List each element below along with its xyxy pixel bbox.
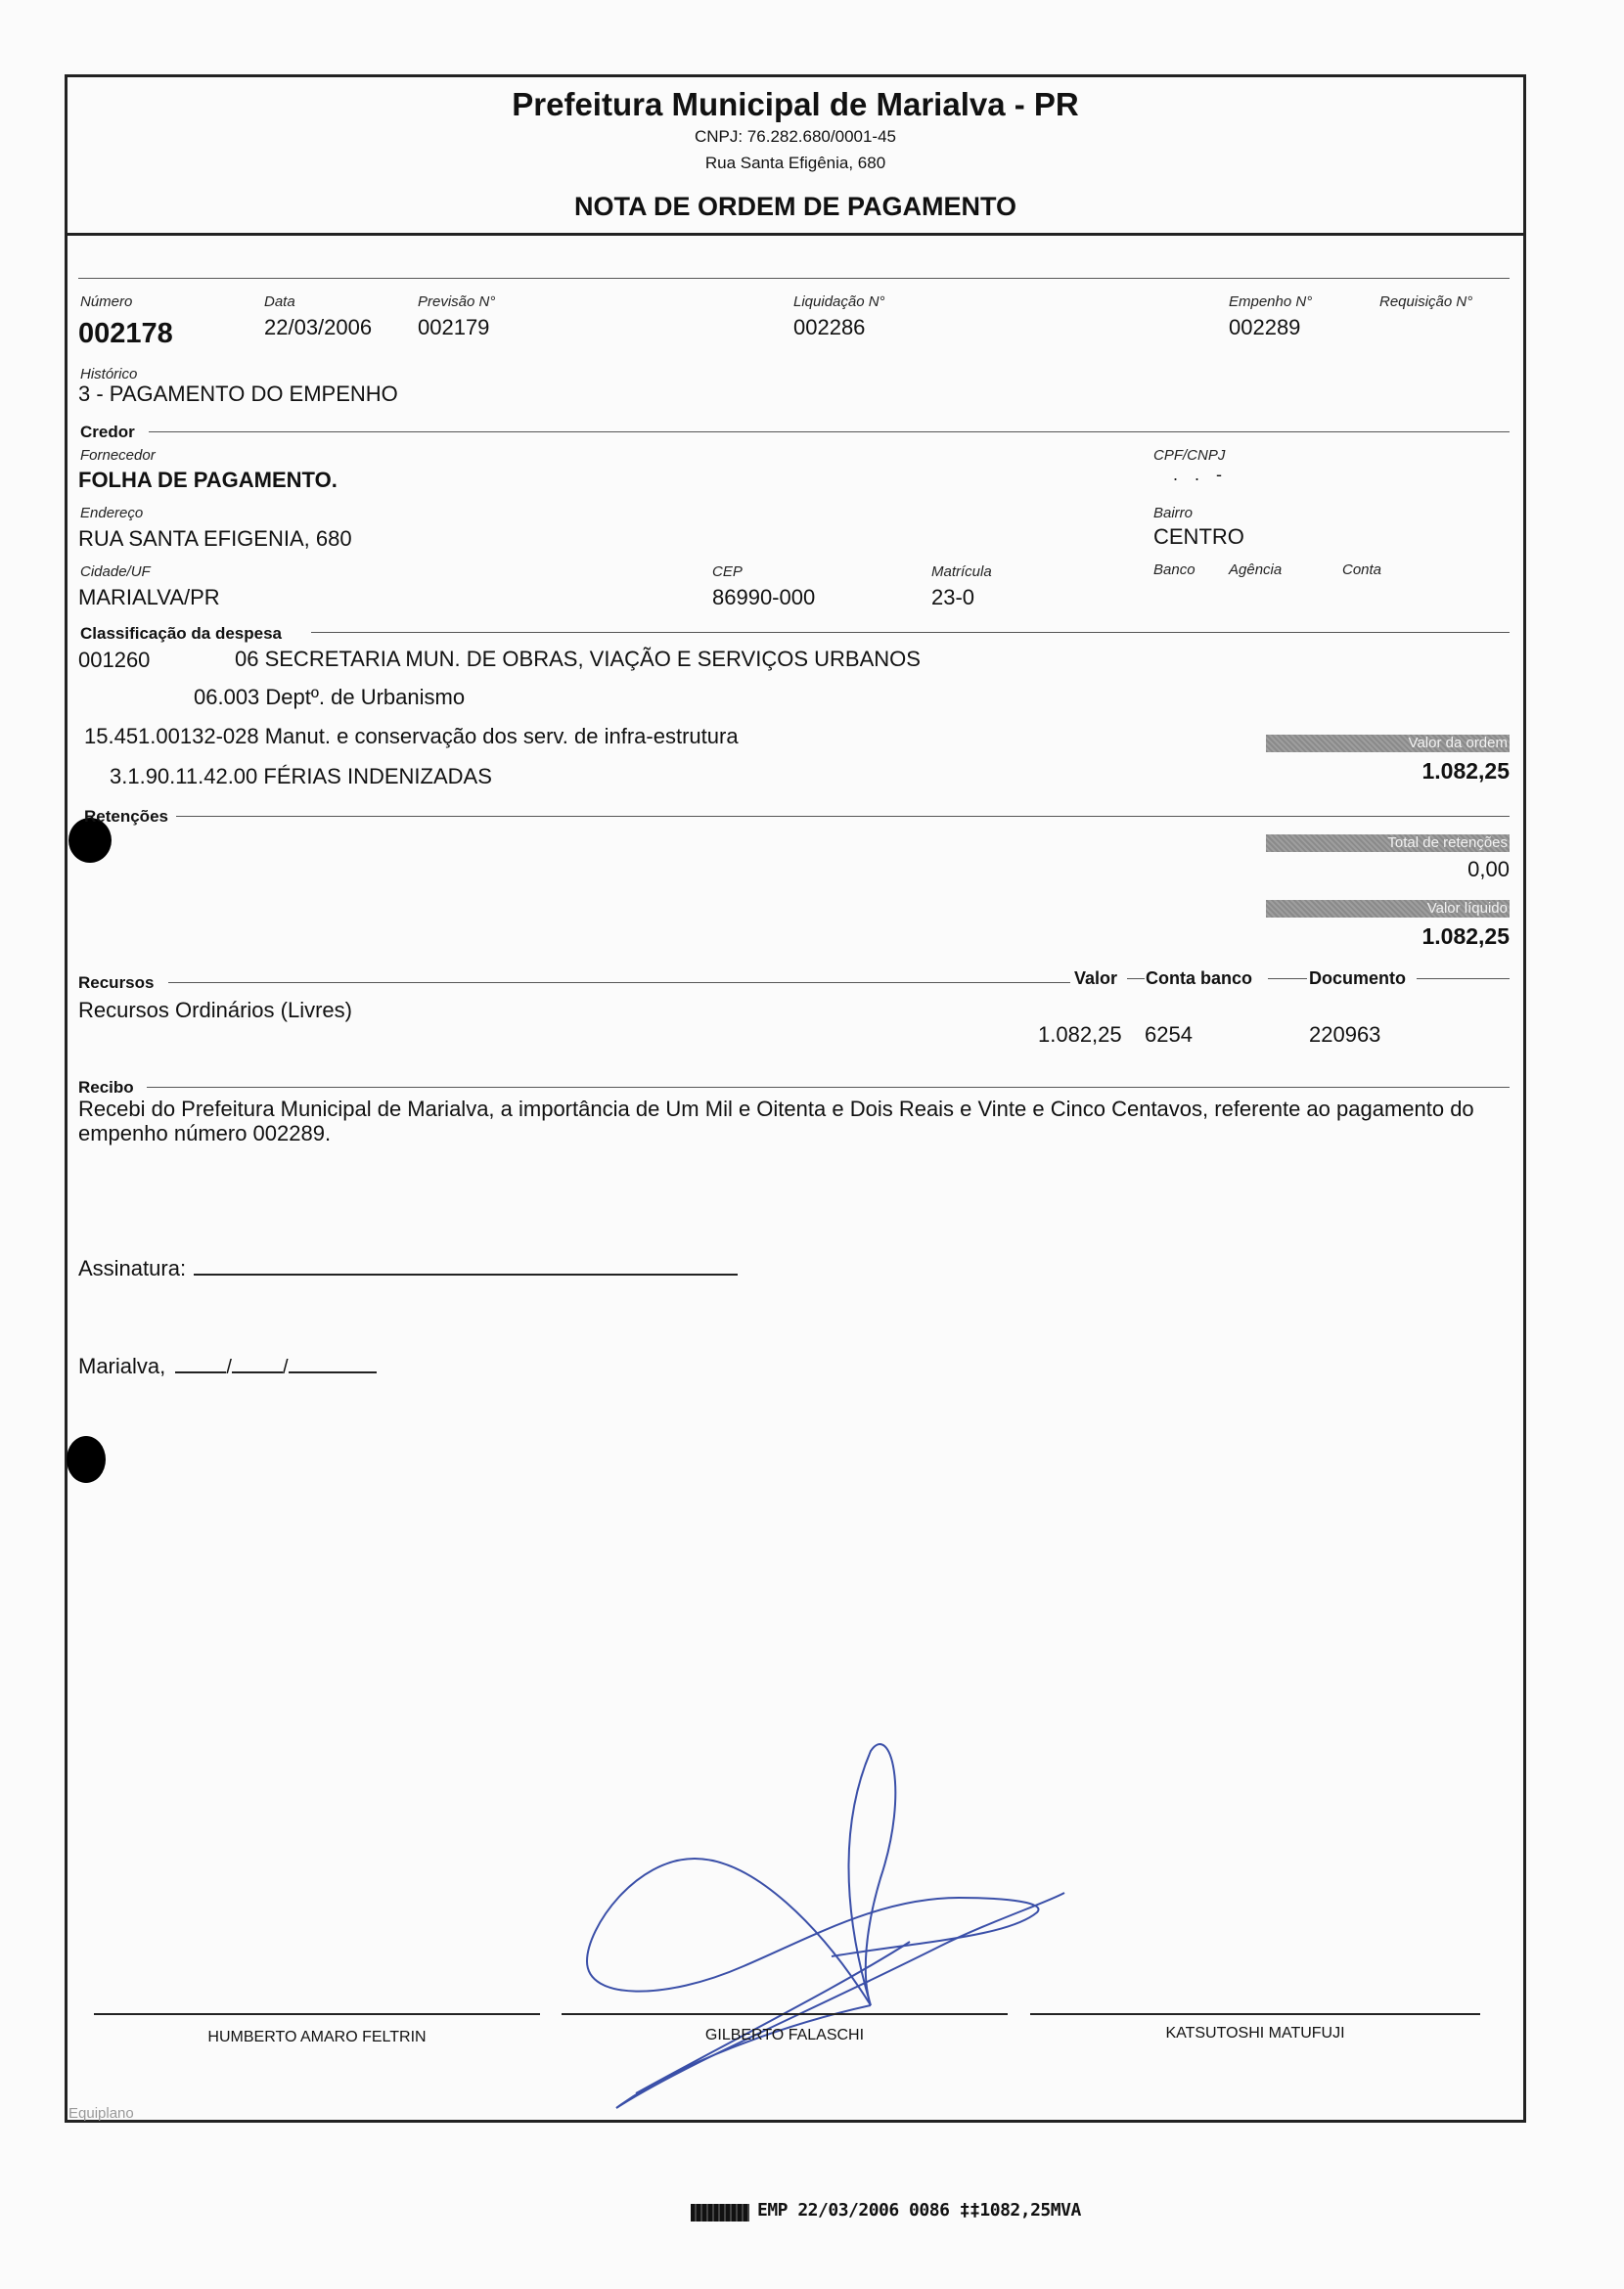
cpf-value: . . - bbox=[1173, 465, 1228, 484]
assinatura-label: Assinatura: bbox=[78, 1256, 187, 1280]
endereco-value: RUA SANTA EFIGENIA, 680 bbox=[78, 526, 352, 551]
month-blank bbox=[232, 1356, 283, 1373]
recursos-valor-label: Valor bbox=[1074, 968, 1118, 988]
classificacao-code: 001260 bbox=[78, 648, 151, 672]
recursos-conta: 6254 bbox=[1145, 1022, 1193, 1047]
conta-label: Conta bbox=[1342, 561, 1382, 578]
numero-value: 002178 bbox=[78, 318, 173, 349]
historico-value: 3 - PAGAMENTO DO EMPENHO bbox=[78, 382, 398, 406]
year-blank bbox=[289, 1356, 377, 1373]
software-brand: Equiplano bbox=[68, 2105, 134, 2122]
bairro-label: Bairro bbox=[1153, 505, 1194, 521]
unidade: 06.003 Deptº. de Urbanismo bbox=[194, 685, 466, 709]
orgao: 06 SECRETARIA MUN. DE OBRAS, VIAÇÃO E SERVIÇOS URBANOS bbox=[235, 647, 921, 671]
signature-line-3 bbox=[1030, 2013, 1480, 2015]
requisicao-label: Requisição N° bbox=[1379, 293, 1473, 310]
credor-heading: Credor bbox=[80, 423, 135, 441]
liquidacao-label: Liquidação N° bbox=[793, 293, 885, 310]
previsao-value: 002179 bbox=[418, 315, 490, 339]
recibo-rule bbox=[147, 1087, 1510, 1088]
signatory-1: HUMBERTO AMARO FELTRIN bbox=[207, 2029, 427, 2045]
classificacao-heading: Classificação da despesa bbox=[80, 624, 283, 643]
matricula-label: Matrícula bbox=[931, 563, 992, 580]
signatory-2: GILBERTO FALASCHI bbox=[704, 2027, 865, 2043]
agencia-label: Agência bbox=[1229, 561, 1283, 578]
recibo-heading: Recibo bbox=[78, 1078, 134, 1097]
elemento: 3.1.90.11.42.00 FÉRIAS INDENIZADAS bbox=[110, 764, 492, 788]
recursos-rule-3 bbox=[1268, 978, 1307, 979]
funcional: 15.451.00132-028 Manut. e conservação dos serv. de infra-estrutura bbox=[84, 724, 739, 748]
recursos-fonte: Recursos Ordinários (Livres) bbox=[78, 998, 352, 1022]
retencoes-heading: Retenções bbox=[84, 807, 168, 826]
historico-label: Histórico bbox=[80, 366, 138, 382]
document-title: NOTA DE ORDEM DE PAGAMENTO bbox=[573, 192, 1016, 221]
handwritten-signature bbox=[548, 1731, 1096, 2113]
recursos-rule bbox=[168, 982, 1070, 983]
total-retencoes-label: Total de retenções bbox=[1266, 834, 1510, 852]
recursos-documento: 220963 bbox=[1309, 1022, 1381, 1047]
local-label: Marialva, bbox=[78, 1354, 166, 1378]
assinatura-line bbox=[194, 1274, 738, 1276]
recibo-text: Recebi do Prefeitura Municipal de Marialva, a importância de Um Mil e Oitenta e Dois Reais e Vinte e Cinco Centavos, referente ao pagamento do empenho número 002289. bbox=[78, 1097, 1474, 1145]
cnpj: CNPJ: 76.282.680/0001-45 bbox=[694, 127, 897, 146]
retencoes-rule bbox=[176, 816, 1510, 817]
liquidacao-value: 002286 bbox=[793, 315, 866, 339]
endereco-label: Endereço bbox=[80, 505, 144, 521]
top-rule bbox=[78, 278, 1510, 279]
header-divider bbox=[65, 233, 1526, 236]
numero-label: Número bbox=[80, 293, 133, 310]
page-title: Prefeitura Municipal de Marialva - PR bbox=[512, 86, 1079, 122]
data-value: 22/03/2006 bbox=[264, 315, 373, 339]
cidade-label: Cidade/UF bbox=[80, 563, 151, 580]
fornecedor-value: FOLHA DE PAGAMENTO. bbox=[78, 468, 338, 492]
recursos-conta-label: Conta banco bbox=[1146, 968, 1253, 988]
header-address: Rua Santa Efigênia, 680 bbox=[704, 154, 886, 172]
valor-ordem-value: 1.082,25 bbox=[1421, 758, 1510, 784]
cep-label: CEP bbox=[712, 563, 743, 580]
recursos-valor: 1.082,25 bbox=[1038, 1022, 1122, 1047]
cidade-value: MARIALVA/PR bbox=[78, 585, 220, 609]
signature-line-2 bbox=[562, 2013, 1008, 2015]
valor-liquido-label: Valor líquido bbox=[1266, 900, 1510, 918]
recursos-rule-4 bbox=[1417, 978, 1510, 979]
data-label: Data bbox=[264, 293, 295, 310]
empenho-label: Empenho N° bbox=[1229, 293, 1313, 310]
fornecedor-label: Fornecedor bbox=[80, 447, 156, 464]
cep-value: 86990-000 bbox=[712, 585, 816, 609]
valor-ordem-label: Valor da ordem bbox=[1266, 735, 1510, 752]
credor-rule bbox=[149, 431, 1510, 432]
punch-hole-mark-2 bbox=[67, 1436, 106, 1483]
date-sep-2: / bbox=[282, 1357, 289, 1378]
stamp-icon bbox=[691, 2204, 749, 2222]
recursos-documento-label: Documento bbox=[1309, 968, 1406, 988]
total-retencoes-value: 0,00 bbox=[1467, 857, 1510, 881]
cpf-label: CPF/CNPJ bbox=[1153, 447, 1226, 464]
empenho-value: 002289 bbox=[1229, 315, 1301, 339]
matricula-value: 23-0 bbox=[931, 585, 975, 609]
local-date bbox=[78, 1354, 377, 1379]
date-sep: / bbox=[226, 1357, 232, 1378]
bairro-value: CENTRO bbox=[1153, 524, 1244, 549]
previsao-label: Previsão N° bbox=[418, 293, 496, 310]
signature-line-1 bbox=[94, 2013, 540, 2015]
valor-liquido-value: 1.082,25 bbox=[1421, 923, 1510, 949]
recursos-heading: Recursos bbox=[78, 973, 155, 992]
classificacao-rule bbox=[311, 632, 1510, 633]
banco-label: Banco bbox=[1153, 561, 1195, 578]
day-blank bbox=[175, 1356, 226, 1373]
payment-stamp: EMP 22/03/2006 0086 ‡‡1082,25ΜVΑ bbox=[757, 2200, 1081, 2221]
recursos-rule-2 bbox=[1127, 978, 1145, 979]
signatory-3: KATSUTOSHI MATUFUJI bbox=[1165, 2025, 1345, 2042]
